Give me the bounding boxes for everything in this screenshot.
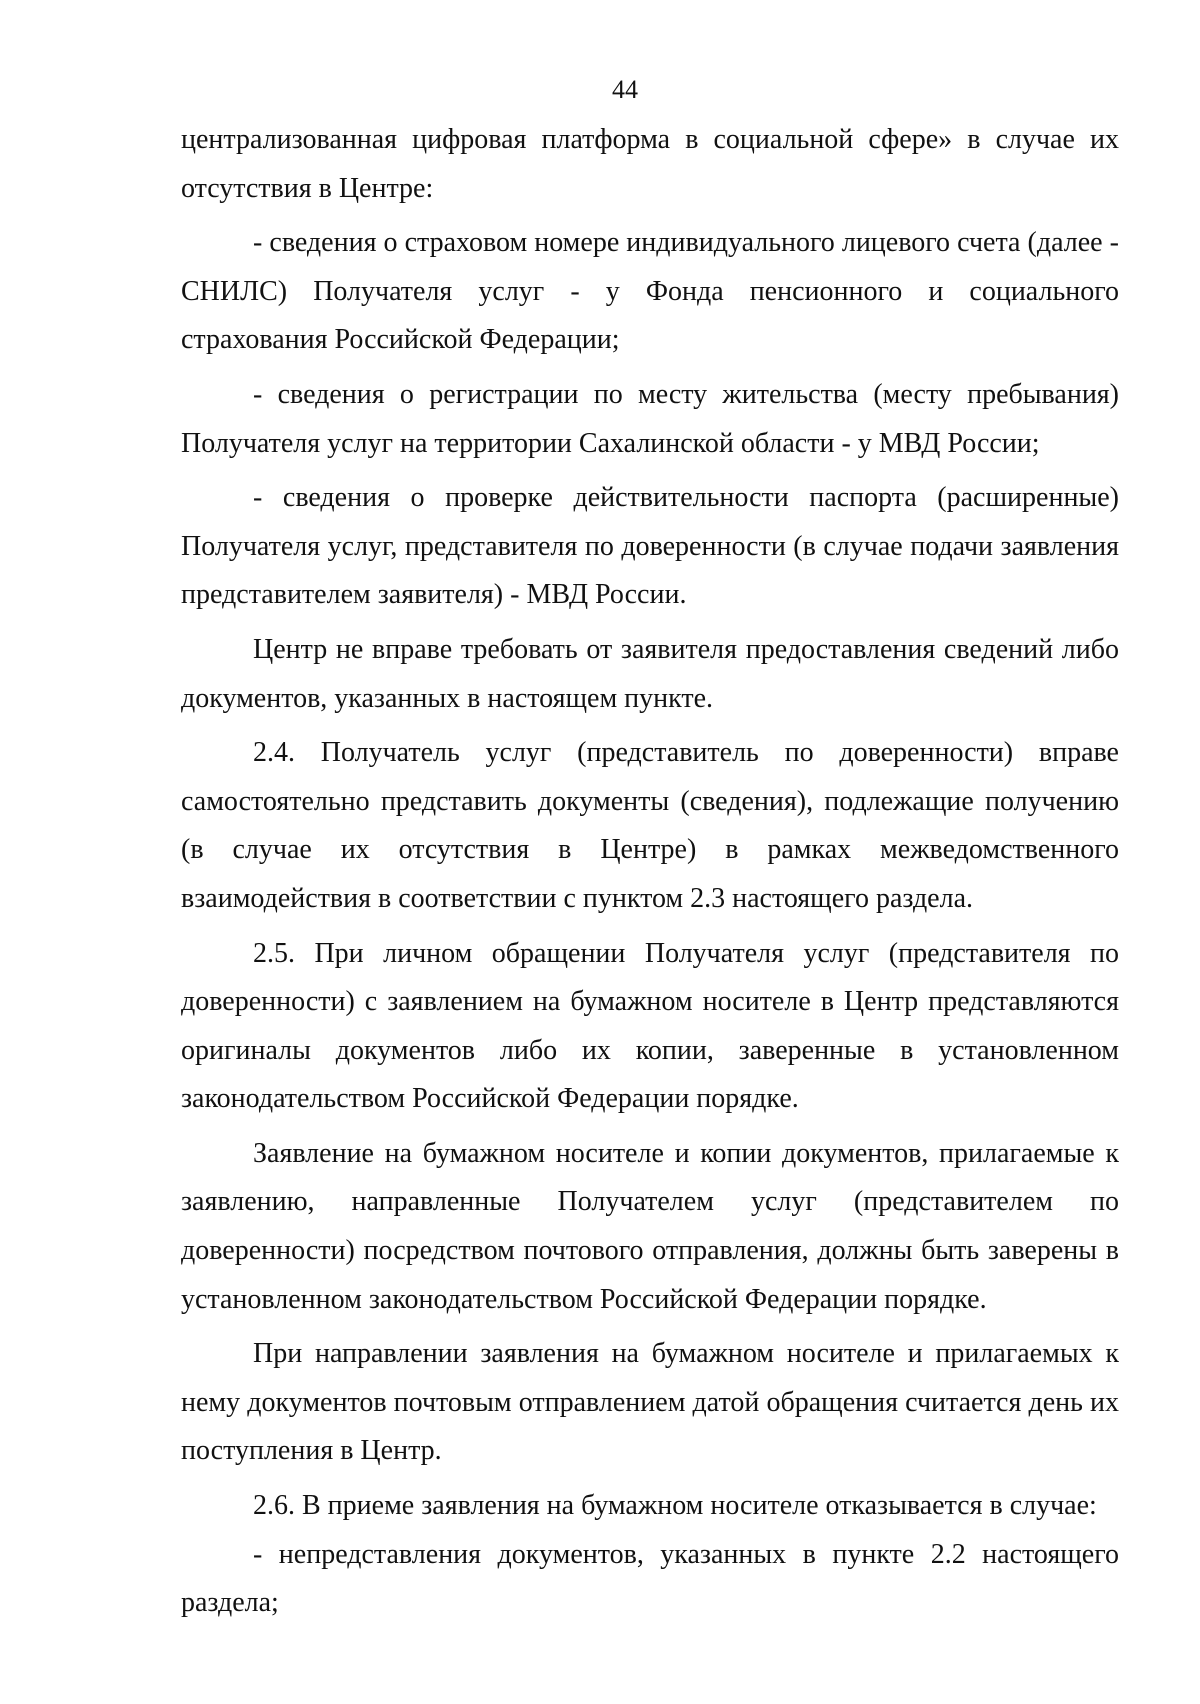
paragraph-2-5: 2.5. При личном обращении Получателя услуг (представителя по доверенности) с заявлением на бумажном носителе в Центр представляются оригиналы документов либо их копии, заверенные в установленном законодательством Российской Федерации порядке. <box>181 937 1119 1115</box>
paragraph-2-4: 2.4. Получатель услуг (представитель по доверенности) вправе самостоятельно представить документы (сведения), подлежащие получению (в случае их отсутствия в Центре) в рамках межведомственного взаимодействия в соответствии с пунктом 2.3 настоящего раздела. <box>181 737 1119 914</box>
paragraph-2-6: 2.6. В приеме заявления на бумажном носителе отказывается в случае: <box>253 1490 1097 1522</box>
paragraph-registration: - сведения о регистрации по месту жительства (месту пребывания) Получателя услуг на территории Сахалинской области - у МВД России; <box>181 378 1119 459</box>
paragraph-passport: - сведения о проверке действительности паспорта (расширенные) Получателя услуг, представителя по доверенности (в случае подачи заявления представителем заявителя) - МВД России. <box>181 482 1119 611</box>
paragraph-continuation: централизованная цифровая платформа в социальной сфере» в случае их отсутствия в Центре: <box>181 124 1119 204</box>
paragraph-postal-copies: Заявление на бумажном носителе и копии документов, прилагаемые к заявлению, направленные Получателем услуг (представителем по доверенности) посредством почтового отправления, должны быть заверены в установленном законодательством Российской Федерации порядке. <box>181 1137 1119 1315</box>
paragraph-snils: - сведения о страховом номере индивидуального лицевого счета (далее - СНИЛС) Получателя услуг - у Фонда пенсионного и социального страхования Российской Федерации; <box>181 227 1119 356</box>
paragraph-refusal-reason: - непредставления документов, указанных в пункте 2.2 настоящего раздела; <box>181 1538 1119 1619</box>
document-body <box>181 116 1119 1628</box>
paragraph-center-rights: Центр не вправе требовать от заявителя предоставления сведений либо документов, указанных в настоящем пункте. <box>181 633 1119 714</box>
page-number: 44 <box>612 75 638 104</box>
paragraph-postal-date: При направлении заявления на бумажном носителе и прилагаемых к нему документов почтовым отправлением датой обращения считается день их поступления в Центр. <box>181 1338 1119 1467</box>
